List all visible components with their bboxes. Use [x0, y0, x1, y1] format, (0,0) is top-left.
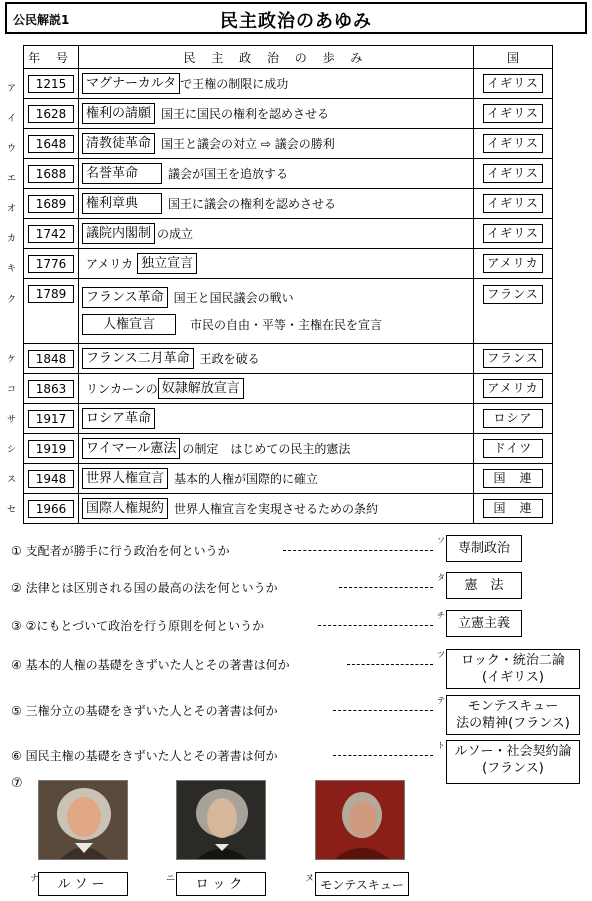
- year-box: 1848: [28, 350, 74, 368]
- leader-line: [333, 710, 433, 711]
- event-text: 国王に国民の権利を認めさせる: [161, 107, 330, 121]
- country-box: アメリカ: [483, 254, 543, 273]
- answer-box: [446, 740, 580, 784]
- question-text: ⑥ 国民主権の基礎をきずいた人とその著書は何か: [11, 749, 278, 763]
- portrait-name-box: モンテスキュー: [315, 872, 409, 896]
- year-box: 1863: [28, 380, 74, 398]
- row-label: コ: [7, 385, 17, 395]
- event-text: 基本的人権が国際的に確立: [174, 472, 319, 486]
- year-box: 1948: [28, 470, 74, 488]
- header-year: 年 号: [24, 46, 79, 69]
- year-box: 1742: [28, 225, 74, 243]
- table-row: [24, 404, 553, 434]
- table-row: [24, 494, 553, 524]
- answer-box: 専制政治: [446, 535, 522, 562]
- row-label: ク: [7, 295, 17, 305]
- row-label: ア: [7, 84, 17, 94]
- question-text: ⑤ 三権分立の基礎をきずいた人とその著書は何か: [11, 704, 278, 718]
- year-box: 1215: [28, 75, 74, 93]
- leader-line: [347, 664, 433, 665]
- leader-line: [318, 625, 433, 626]
- answer-line: ロック・統治二論: [461, 653, 565, 668]
- term-box: フランス革命: [82, 287, 168, 308]
- country-box: フランス: [483, 349, 543, 368]
- portrait-image: [38, 780, 128, 860]
- header-country: 国: [474, 46, 553, 69]
- answer-box: 立憲主義: [446, 610, 522, 637]
- event-text: 国王と国民議会の戦い: [173, 291, 294, 305]
- term-box: 権利の請願: [82, 103, 155, 124]
- term-box: 清教徒革命: [82, 133, 155, 154]
- term-box: 国際人権規約: [82, 498, 168, 519]
- question-text: ③ ②にもとづいて政治を行う原則を何というか: [11, 619, 265, 633]
- term-box: 議院内閣制: [82, 223, 155, 244]
- term-box: マグナーカルタ: [82, 73, 180, 94]
- row-label: ウ: [7, 144, 17, 154]
- year-box: 1789: [28, 285, 74, 303]
- country-box: イギリス: [483, 164, 543, 183]
- event-text: の成立: [157, 227, 194, 241]
- answer-kana: ツ: [437, 650, 445, 659]
- term-box: ワイマール憲法: [82, 438, 180, 459]
- answer-line: 法の精神(フランス): [456, 716, 570, 731]
- answer-kana: テ: [437, 696, 445, 705]
- answer-line: モンテスキュー: [467, 699, 559, 714]
- answer-box: [446, 649, 580, 689]
- country-box: アメリカ: [483, 379, 543, 398]
- term-box: 世界人権宣言: [82, 468, 168, 489]
- table-row: [24, 344, 553, 374]
- term-box: 奴隷解放宣言: [158, 378, 244, 399]
- leader-line: [333, 755, 433, 756]
- answer-kana: ト: [437, 741, 445, 750]
- year-box: 1689: [28, 195, 74, 213]
- question-text: ① 支配者が勝手に行う政治を何というか: [11, 544, 230, 558]
- event-pretext: アメリカ: [86, 257, 134, 271]
- answer-box: [446, 695, 580, 735]
- country-box: イギリス: [483, 104, 543, 123]
- year-box: 1648: [28, 135, 74, 153]
- page-title: 民主政治のあゆみ: [220, 11, 372, 32]
- portrait-name-box: ルソー: [38, 872, 128, 896]
- header-event: 民 主 政 治 の 歩 み: [79, 46, 474, 69]
- header-tag: 公民解説1: [13, 13, 70, 27]
- portrait-kana: ナ: [30, 874, 40, 884]
- question-text: ② 法律とは区別される国の最高の法を何というか: [11, 581, 278, 595]
- event-text: で王権の制限に成功: [180, 77, 289, 91]
- answer-box: 憲 法: [446, 572, 522, 599]
- event-text: 国王に議会の権利を認めさせる: [168, 197, 337, 211]
- country-box: イギリス: [483, 194, 543, 213]
- table-header-row: [24, 46, 553, 69]
- row-label: オ: [7, 204, 17, 214]
- year-box: 1688: [28, 165, 74, 183]
- event-pretext: リンカーンの: [86, 382, 158, 396]
- question-number: ⑦: [11, 776, 23, 791]
- term-box: ロシア革命: [82, 408, 155, 429]
- table-row: [24, 99, 553, 129]
- portrait-kana: ニ: [166, 874, 176, 884]
- country-box: イギリス: [483, 74, 543, 93]
- table-row: [24, 129, 553, 159]
- row-label: ス: [7, 475, 17, 485]
- answer-line: (イギリス): [482, 670, 544, 685]
- event-text: 国王と議会の対立 ⇨ 議会の勝利: [161, 137, 335, 151]
- table-row: [24, 249, 553, 279]
- term-box: 権利章典: [82, 193, 162, 214]
- table-row: [24, 69, 553, 99]
- event-text: 議会が国王を追放する: [168, 167, 289, 181]
- year-box: 1776: [28, 255, 74, 273]
- table-row: [24, 434, 553, 464]
- country-box: 国 連: [483, 469, 543, 488]
- row-label: エ: [7, 174, 17, 184]
- leader-line: [339, 587, 433, 588]
- country-box: イギリス: [483, 224, 543, 243]
- table-row: [24, 279, 553, 344]
- year-box: 1917: [28, 410, 74, 428]
- row-label: セ: [7, 505, 17, 515]
- page-header: [5, 2, 587, 34]
- term-box: 人権宣言: [82, 314, 176, 335]
- row-label: サ: [7, 415, 17, 425]
- term-box: フランス二月革命: [82, 348, 194, 369]
- year-box: 1628: [28, 105, 74, 123]
- country-box: 国 連: [483, 499, 543, 518]
- row-label: キ: [7, 264, 17, 274]
- leader-line: [283, 550, 433, 551]
- portrait-name-box: ロック: [176, 872, 266, 896]
- row-label: イ: [7, 114, 17, 124]
- event-text: 世界人権宣言を実現させるための条約: [174, 502, 379, 516]
- portrait-image: [176, 780, 266, 860]
- portrait-kana: ヌ: [305, 874, 315, 884]
- country-box: ロシア: [483, 409, 543, 428]
- table-row: [24, 189, 553, 219]
- event-text: 市民の自由・平等・主権在民を宣言: [190, 318, 383, 332]
- event-text: 王政を破る: [199, 352, 260, 366]
- row-label: ケ: [7, 355, 17, 365]
- table-row: [24, 159, 553, 189]
- row-label: シ: [7, 445, 17, 455]
- term-box: 独立宣言: [137, 253, 197, 274]
- answer-kana: タ: [437, 573, 445, 582]
- term-box: 名誉革命: [82, 163, 162, 184]
- question-text: ④ 基本的人権の基礎をきずいた人とその著書は何か: [11, 658, 290, 672]
- row-label: カ: [7, 234, 17, 244]
- country-box: ドイツ: [483, 439, 543, 458]
- country-box: フランス: [483, 285, 543, 304]
- answer-kana: チ: [437, 611, 445, 620]
- event-text: の制定 はじめての民主的憲法: [182, 442, 351, 456]
- year-box: 1966: [28, 500, 74, 518]
- table-row: [24, 219, 553, 249]
- answer-kana: ソ: [437, 536, 445, 545]
- table-row: [24, 374, 553, 404]
- portrait-image: [315, 780, 405, 860]
- country-box: イギリス: [483, 134, 543, 153]
- answer-line: ルソー・社会契約論: [454, 744, 572, 759]
- year-box: 1919: [28, 440, 74, 458]
- answer-line: (フランス): [482, 761, 544, 776]
- history-table: [23, 45, 553, 524]
- table-row: [24, 464, 553, 494]
